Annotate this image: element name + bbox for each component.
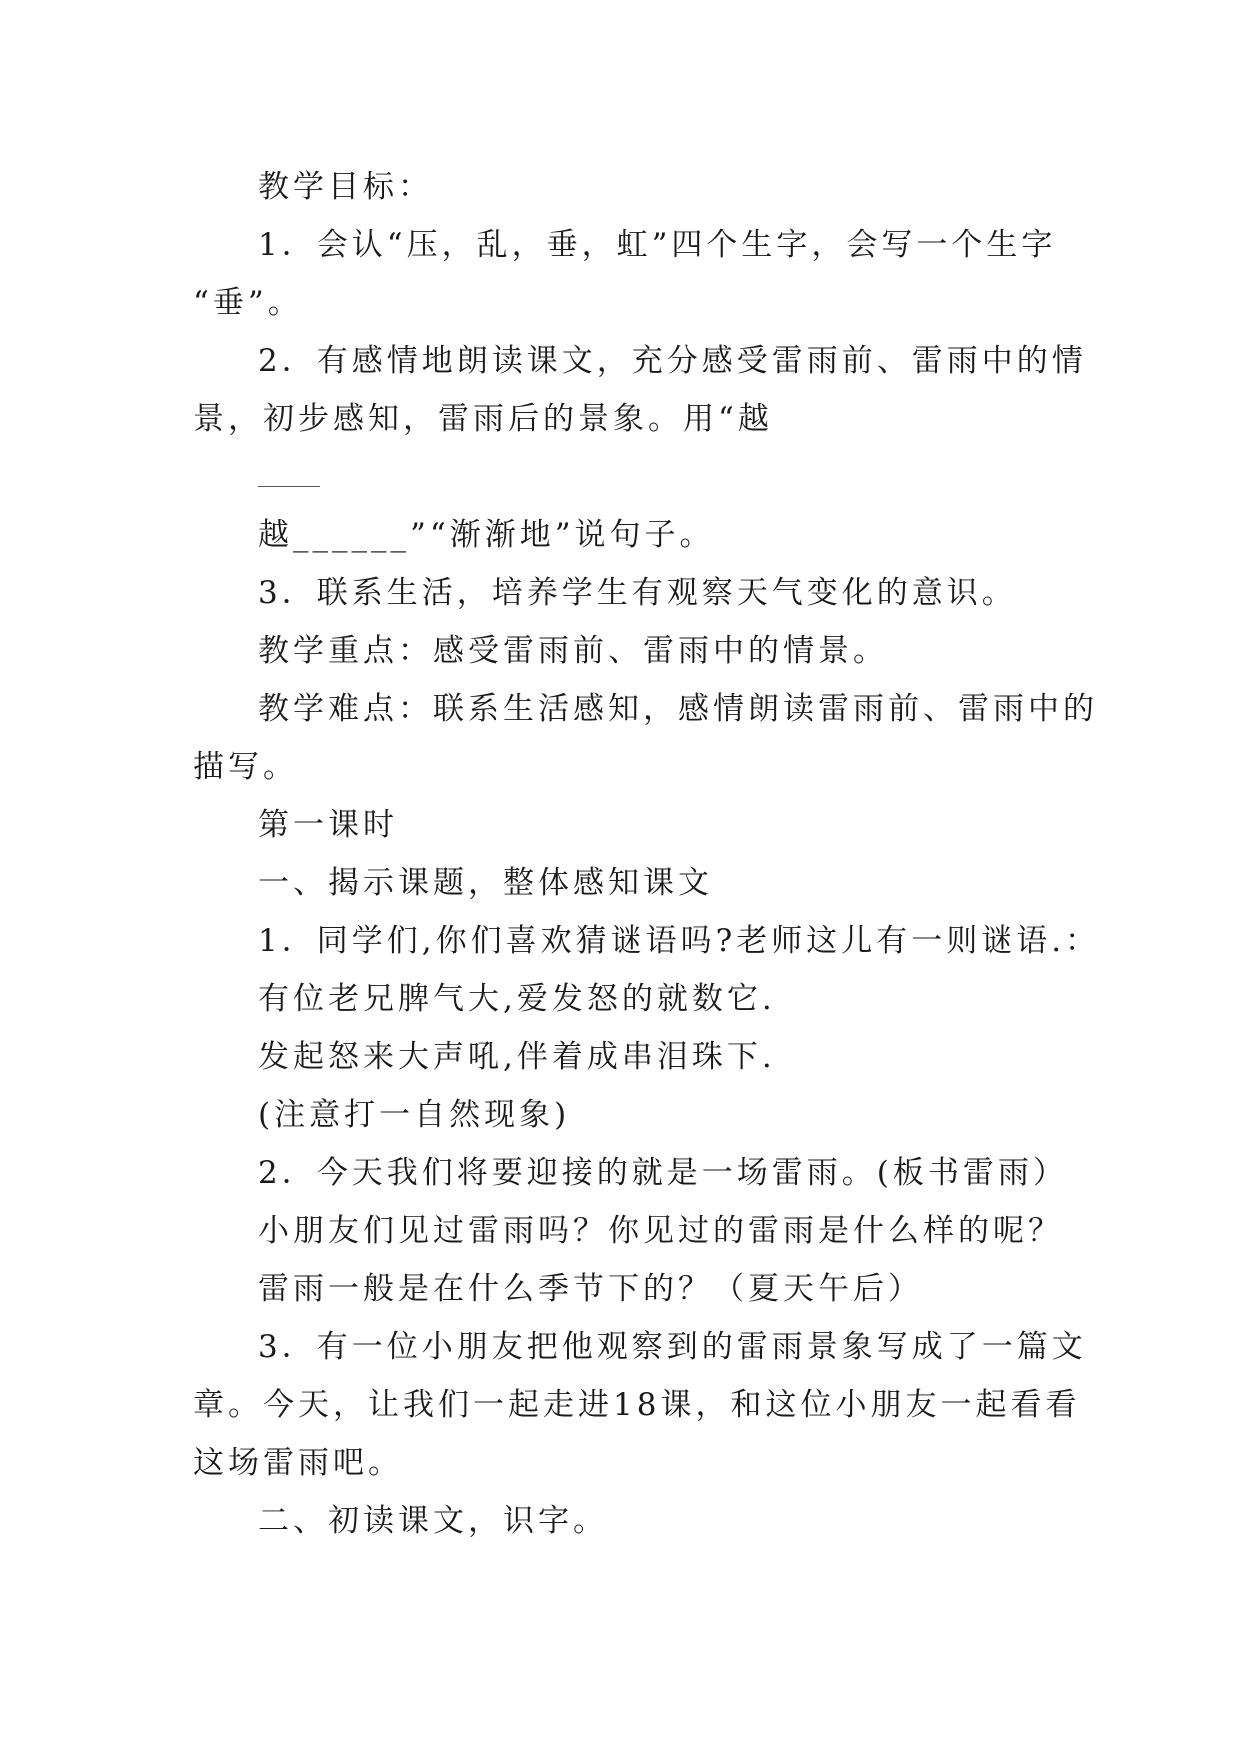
goal-1-line-1: 1．会认“压，乱，垂，虹”四个生字，会写一个生字 <box>258 227 1057 263</box>
section-1-heading: 一、揭示课题，整体感知课文 <box>258 865 713 901</box>
step-1: 1．同学们,你们喜欢猜谜语吗?老师这儿有一则谜语.： <box>258 923 1101 959</box>
riddle-hint: (注意打一自然现象) <box>258 1097 571 1133</box>
teaching-focus: 教学重点：感受雷雨前、雷雨中的情景。 <box>258 633 888 669</box>
goal-2-line-3: 越______”“渐渐地”说句子。 <box>258 517 715 553</box>
first-lesson-heading: 第一课时 <box>258 807 398 843</box>
goal-2-line-2: 景，初步感知，雷雨后的景象。用“越 <box>193 401 773 437</box>
goal-1-line-2: “垂”。 <box>193 285 303 321</box>
goal-3: 3．联系生活，培养学生有观察天气变化的意识。 <box>258 575 1017 611</box>
riddle-line-1: 有位老兄脾气大,爱发怒的就数它. <box>258 981 776 1017</box>
step-3-line-3: 这场雷雨吧。 <box>193 1445 403 1481</box>
teaching-difficulty-line-2: 描写。 <box>193 749 298 785</box>
teaching-difficulty-line-1: 教学难点：联系生活感知，感情朗读雷雨前、雷雨中的 <box>258 691 1098 727</box>
riddle-line-2: 发起怒来大声吼,伴着成串泪珠下. <box>258 1039 776 1075</box>
question-1: 小朋友们见过雷雨吗？你见过的雷雨是什么样的呢？ <box>258 1213 1063 1249</box>
step-3-line-1: 3．有一位小朋友把他观察到的雷雨景象写成了一篇文 <box>258 1329 1087 1365</box>
step-3-line-2: 章。今天，让我们一起走进18课，和这位小朋友一起看看 <box>193 1387 1081 1423</box>
heading-teaching-goals: 教学目标： <box>258 169 433 205</box>
step-2: 2．今天我们将要迎接的就是一场雷雨。(板书雷雨） <box>258 1155 1068 1191</box>
question-2: 雷雨一般是在什么季节下的？（夏天午后） <box>258 1271 923 1307</box>
section-2-heading: 二、初读课文，识字。 <box>258 1503 608 1539</box>
goal-2-line-1: 2．有感情地朗读课文，充分感受雷雨前、雷雨中的情 <box>258 343 1087 379</box>
blank-underline <box>258 486 320 487</box>
